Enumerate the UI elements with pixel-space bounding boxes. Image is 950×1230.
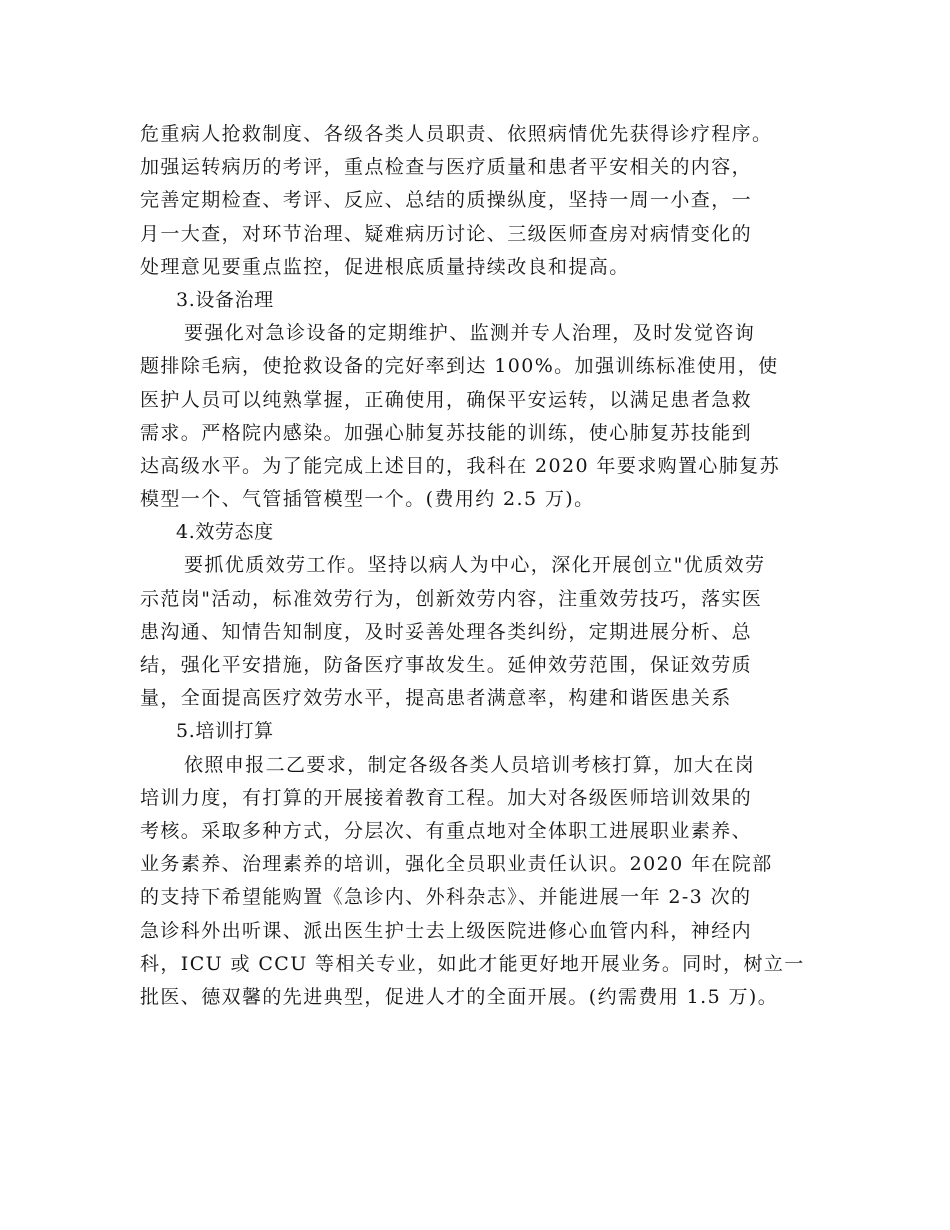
section-service-attitude (140, 516, 830, 715)
intro-paragraph (140, 118, 830, 284)
paragraph-line: 危重病人抢救制度、各级各类人员职责、依照病情优先获得诊疗程序。 (140, 123, 773, 145)
paragraph-line: 需求。严格院内感染。加强心肺复苏技能的训练，使心肺复苏技能到 (140, 421, 753, 444)
paragraph-line: 依照申报二乙要求，制定各级各类人员培训考核打算，加大在岗 (184, 753, 756, 776)
paragraph-line: 模型一个、气管插管模型一个。(费用约 2.5 万)。 (140, 488, 595, 511)
paragraph-line: 考核。采取多种方式，分层次、有重点地对全体职工进展职业素养、 (140, 819, 753, 842)
paragraph-line: 加强运转病历的考评，重点检查与医疗质量和患者平安相关的内容， (140, 156, 753, 179)
section-heading: 3.设备治理 (176, 288, 274, 311)
paragraph-line: 要抓优质效劳工作。坚持以病人为中心，深化开展创立"优质效劳 (184, 554, 766, 577)
paragraph-line: 题排除毛病，使抢救设备的完好率到达 100%。加强训练标准使用，使 (140, 355, 779, 378)
section-training-plan (140, 715, 830, 1014)
section-heading: 4.效劳态度 (176, 521, 274, 544)
document-page (140, 118, 830, 1014)
paragraph-line: 批医、德双馨的先进典型，促进人才的全面开展。(约需费用 1.5 万)。 (140, 985, 779, 1008)
section-equipment-management (140, 284, 830, 516)
paragraph-line: 处理意见要重点监控，促进根底质量持续改良和提高。 (140, 255, 630, 278)
paragraph-line: 科，ICU 或 CCU 等相关专业，如此才能更好地开展业务。同时，树立一 (140, 952, 805, 975)
paragraph-line: 培训力度，有打算的开展接着教育工程。加大对各级医师培训效果的 (140, 786, 753, 809)
paragraph-line: 患沟通、知情告知制度，及时妥善处理各类纠纷，定期进展分析、总 (140, 620, 753, 643)
section-heading: 5.培训打算 (176, 720, 274, 743)
paragraph-line: 达高级水平。为了能完成上述目的，我科在 2020 年要求购置心肺复苏 (140, 454, 781, 477)
paragraph-line: 要强化对急诊设备的定期维护、监测并专人治理，及时发觉咨询 (184, 322, 756, 345)
paragraph-line: 业务素养、治理素养的培训，强化全员职业责任认识。2020 年在院部 (140, 853, 773, 876)
paragraph-line: 医护人员可以纯熟掌握，正确使用，确保平安运转，以满足患者急救 (140, 388, 753, 411)
paragraph-line: 完善定期检查、考评、反应、总结的质操纵度，坚持一周一小查，一 (140, 189, 753, 212)
paragraph-line: 月一大查，对环节治理、疑难病历讨论、三级医师查房对病情变化的 (140, 222, 753, 245)
paragraph-line: 结，强化平安措施，防备医疗事故发生。延伸效劳范围，保证效劳质 (140, 654, 753, 676)
paragraph-line: 急诊科外出听课、派出医生护士去上级医院进修心血管内科，神经内 (140, 919, 753, 942)
paragraph-line: 量，全面提高医疗效劳水平，提高患者满意率，构建和谐医患关系 (140, 687, 732, 710)
paragraph-line: 的支持下希望能购置《急诊内、外科杂志》、并能进展一年 2-3 次的 (140, 886, 752, 909)
paragraph-line: 示范岗"活动，标准效劳行为，创新效劳内容，注重效劳技巧，落实医 (140, 587, 763, 610)
